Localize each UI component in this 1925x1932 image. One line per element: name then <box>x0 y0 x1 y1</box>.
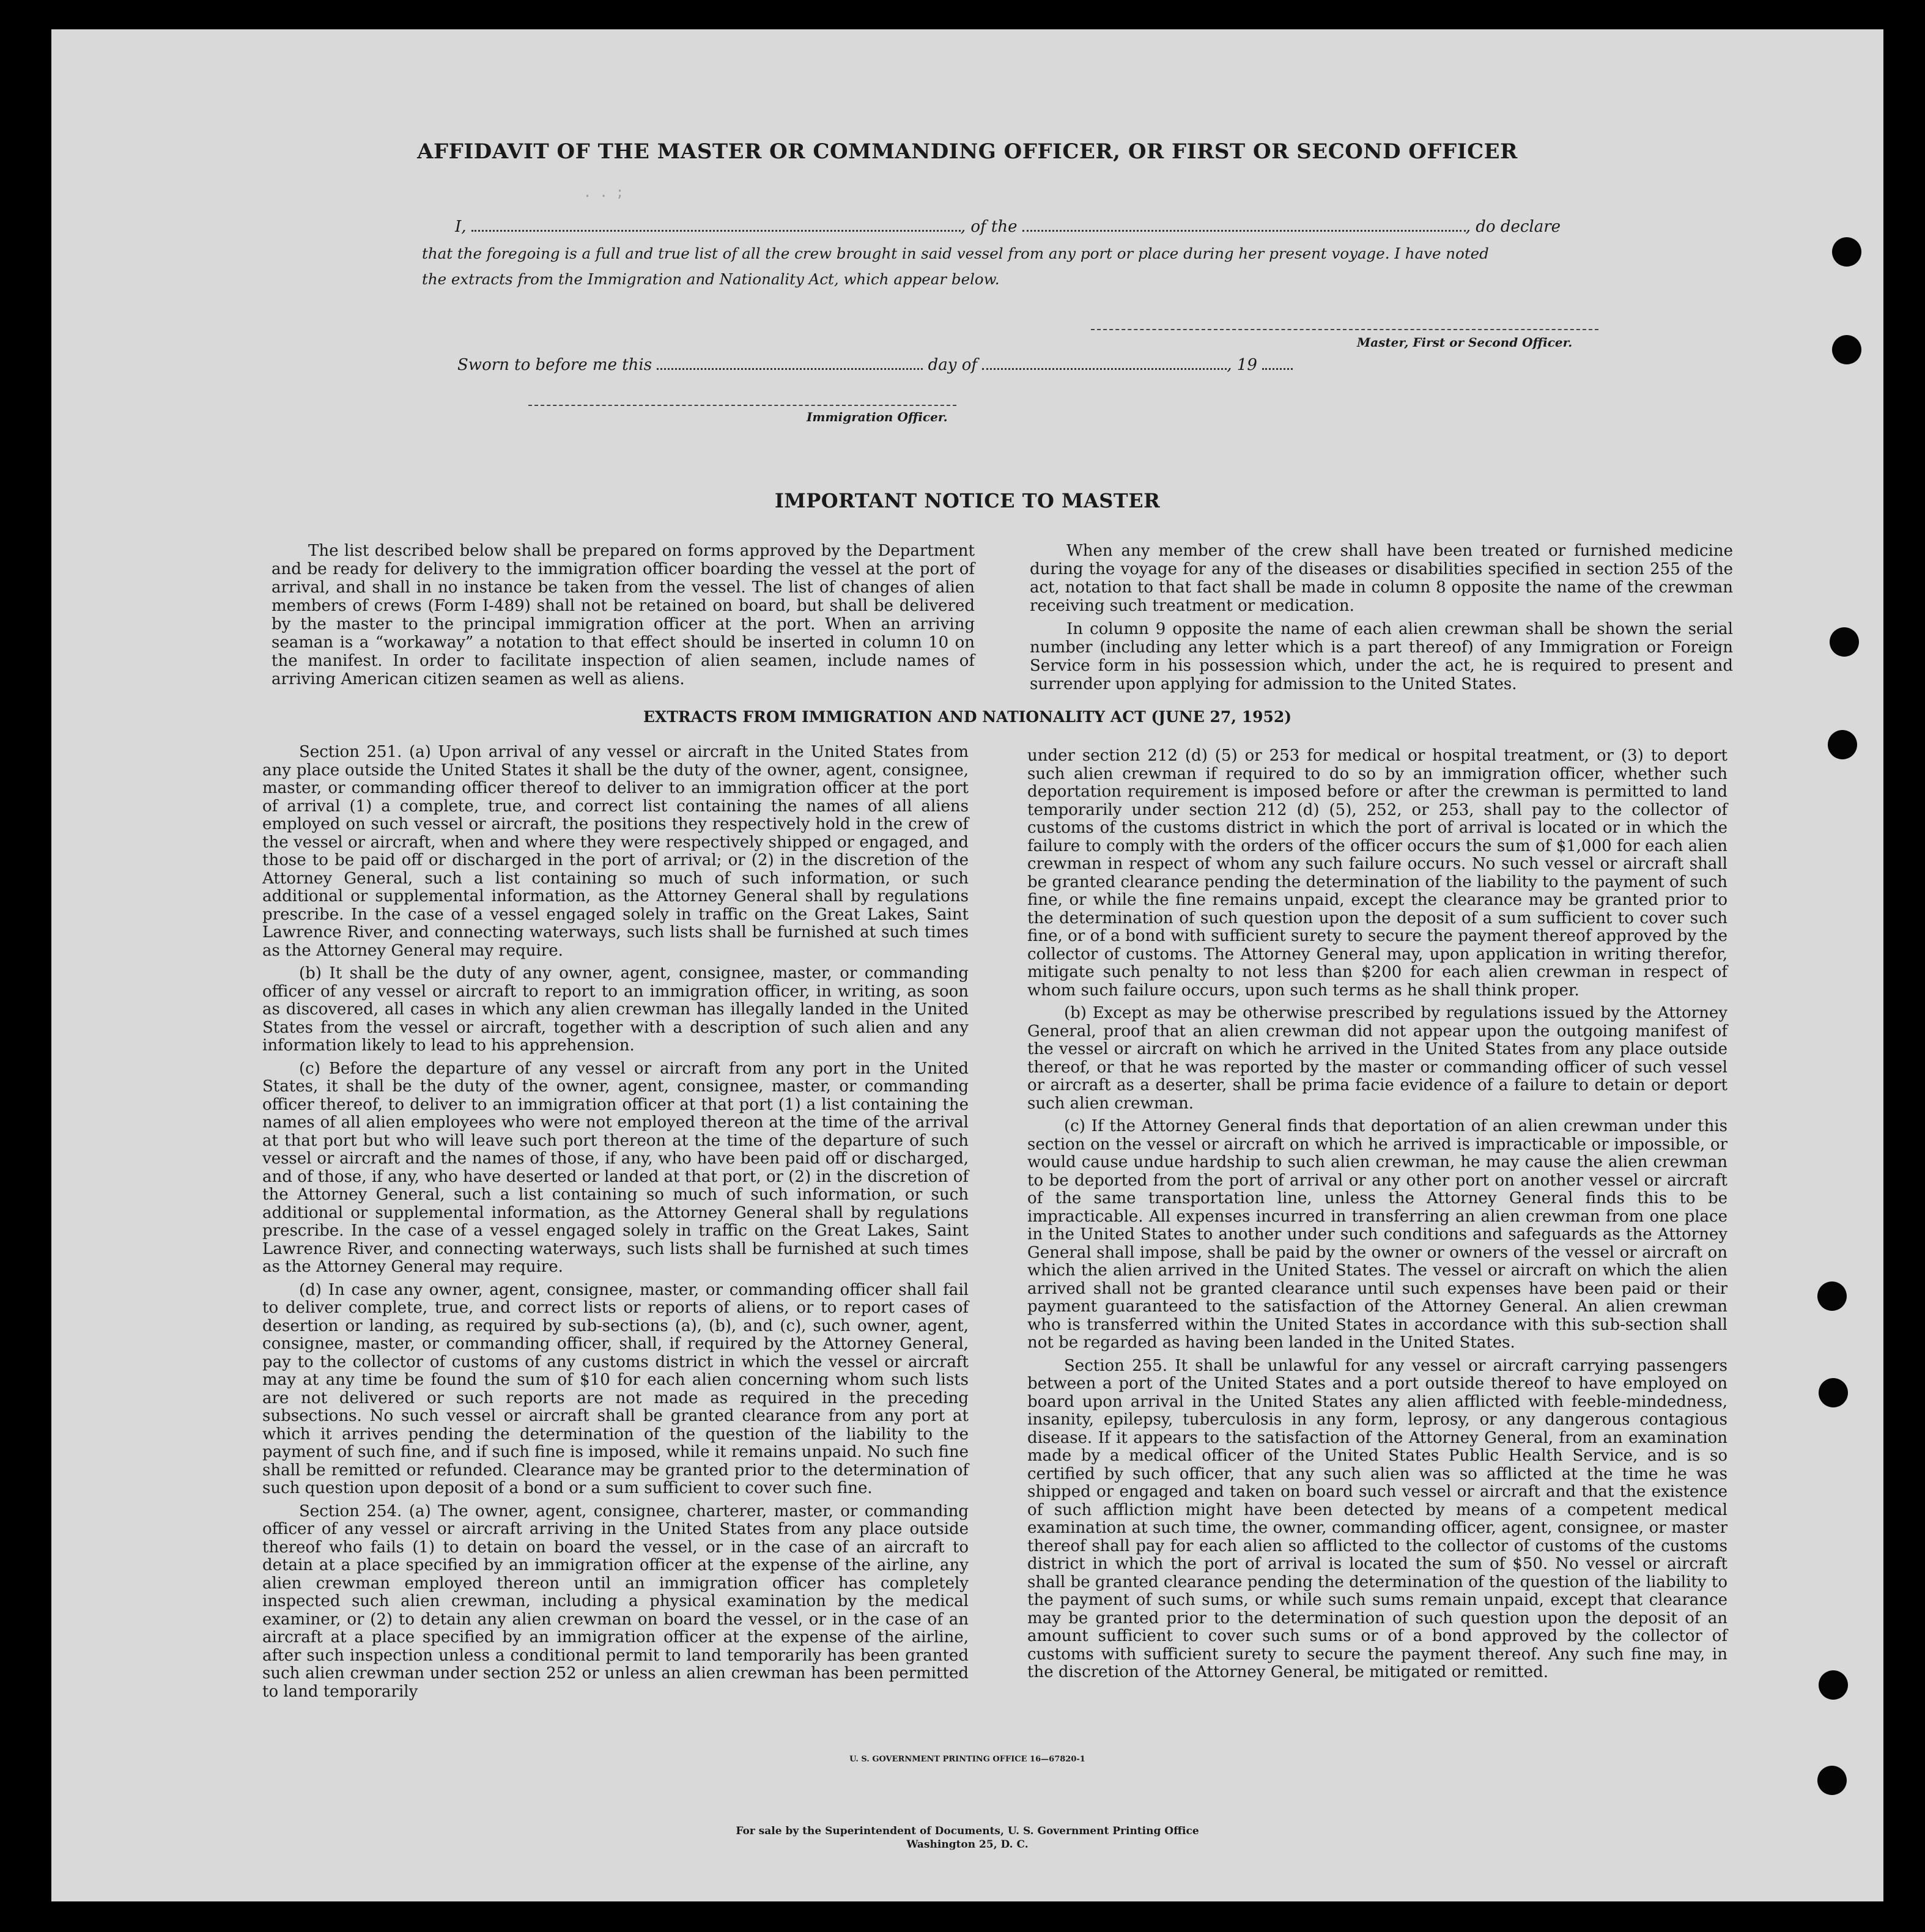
footer-line-1: For sale by the Superintendent of Documents, U. S. Government Printing Office <box>736 1825 1199 1837</box>
punch-hole <box>1819 1670 1848 1700</box>
document-page <box>51 29 1883 1901</box>
decl-of-the-label: , of the <box>960 218 1018 236</box>
sworn-line <box>457 356 1293 374</box>
notice-left-column <box>272 542 975 693</box>
sworn-year-label: , 19 <box>1227 356 1257 374</box>
statement-line-1: that the foregoing is a full and true list of all the crew brought in said vessel from any port or place during her present voyage. I have noted <box>422 245 1489 262</box>
decl-i-label: I, <box>455 218 467 236</box>
extract-paragraph: (c) If the Attorney General finds that deportation of an alien crewman under this section on the vessel or aircraft on which he arrived is impracticable or impossible, or would cause undue hardship to such alien crewman, he may cause the alien crewman to be deported from the port of arrival or any other port on another vessel or aircraft of the same transportation line, unless the Attorney General finds this to be impracticable. All expenses incurred in transferring an alien crewman from one place in the United States to another under such conditions and safeguards as the Attorney General shall impose, shall be paid by the owner or owners of the vessel or aircraft on which the alien arrived in the United States. The vessel or aircraft on which the alien arrived shall not be granted clearance until such expenses have been paid or their payment guaranteed to the satisfaction of the Attorney General. An alien crewman who is transferred within the United States in accordance with this sub-section shall not be regarded as having been landed in the United States. <box>1027 1117 1727 1352</box>
decl-do-declare-label: , do declare <box>1465 218 1561 236</box>
extracts-title: EXTRACTS FROM IMMIGRATION AND NATIONALITY ACT (JUNE 27, 1952) <box>643 708 1292 726</box>
declaration-line <box>455 218 1561 236</box>
bleed-through-text: . . ; <box>583 185 624 201</box>
vessel-field[interactable] <box>1022 218 1466 232</box>
footer-line-2: Washington 25, D. C. <box>906 1838 1029 1851</box>
punch-hole <box>1817 1766 1847 1795</box>
name-field[interactable] <box>471 218 961 232</box>
printer-imprint: U. S. GOVERNMENT PRINTING OFFICE 16—67820-1 <box>849 1755 1085 1764</box>
extract-paragraph: (d) In case any owner, agent, consignee, master, or commanding officer shall fail to deliver complete, true, and correct lists or reports of aliens, or to report cases of desertion or landing, as required by sub-sections (a), (b), and (c), such owner, agent, consignee, master, or commanding officer, shall, if required by the Attorney General, pay to the collector of customs of any customs district in which the vessel or aircraft may at any time be found the sum of $10 for each alien concerning whom such lists are not delivered or such reports are not made as required in the preceding subsections. No such vessel or aircraft shall be granted clearance from any port at which it arrives pending the determination of the question of the liability to the payment of such fine, and if such fine is imposed, while it remains unpaid. No such fine shall be remitted or refunded. Clearance may be granted prior to the determination of such question upon deposit of a bond or a sum sufficient to cover such fine. <box>262 1280 969 1497</box>
extract-paragraph: Section 254. (a) The owner, agent, consignee, charterer, master, or commanding officer of any vessel or aircraft arriving in the United States from any place outside thereof who fails (1) to detain on board the vessel, or in the case of an aircraft to detain at a place specified by an immigration officer at the expense of the airline, any alien crewman employed thereon until an immigration officer has completely inspected such alien crewman, including a physical examination by the medical examiner, or (2) to detain any alien crewman on board the vessel, or in the case of an aircraft at a place specified by an immigration officer at the expense of the airline, after such inspection unless a conditional permit to land temporarily has been granted such alien crewman under section 252 or unless an alien crewman has been permitted to land temporarily <box>262 1502 969 1701</box>
punch-hole <box>1817 1281 1847 1311</box>
notice-paragraph: The list described below shall be prepared on forms approved by the Department and be ready for delivery to the immigration officer boarding the vessel at the port of arrival, and shall in no instance be taken from the vessel. The list of changes of alien members of crews (Form I-489) shall not be retained on board, but shall be delivered by the master to the principal immigration officer at the port. When an arriving seaman is a “workaway” a notation to that effect should be inserted in column 10 on the manifest. In order to facilitate inspection of alien seamen, include names of arriving American citizen seamen as well as aliens. <box>272 542 975 688</box>
notice-right-column <box>1030 542 1733 698</box>
punch-hole <box>1828 730 1857 759</box>
master-caption: Master, First or Second Officer. <box>1357 335 1573 350</box>
sworn-day-of: day of <box>928 356 977 374</box>
extract-paragraph: (b) It shall be the duty of any owner, agent, consignee, master, or commanding officer of any vessel or aircraft to report to an immigration officer, in writing, as soon as discovered, all cases in which any alien crewman has illegally landed in the United States from the vessel or aircraft, together with a description of such alien and any information likely to lead to his apprehension. <box>262 964 969 1055</box>
sworn-day-field[interactable] <box>657 356 923 370</box>
extracts-right-column <box>1027 747 1727 1687</box>
immigration-officer-signature-line[interactable] <box>528 405 956 406</box>
sworn-prefix: Sworn to before me this <box>457 356 652 374</box>
notice-paragraph: When any member of the crew shall have been treated or furnished medicine during the voyage for any of the diseases or disabilities specified in section 255 of the act, notation to that fact shall be made in column 8 opposite the name of the crewman receiving such treatment or medication. <box>1030 542 1733 615</box>
punch-hole <box>1819 1378 1848 1407</box>
statement-line-2: the extracts from the Immigration and Nationality Act, which appear below. <box>422 270 1000 288</box>
extract-paragraph: Section 255. It shall be unlawful for any vessel or aircraft carrying passengers between a port of the United States and a port outside thereof to have employed on board upon arrival in the United States any alien afflicted with feeble-mindedness, insanity, epilepsy, tuberculosis in any form, leprosy, or any dangerous contagious disease. If it appears to the satisfaction of the Attorney General, from an examination made by a medical officer of the United States Public Health Service, and is so certified by such officer, that any such alien was so afflicted at the time he was shipped or engaged and taken on board such vessel or aircraft and that the existence of such affliction might have been detected by means of a competent medical examination at such time, the owner, commanding officer, agent, consignee, or master thereof shall pay for each alien so afflicted to the collector of customs of the customs district in which the port of arrival is located the sum of $50. No vessel or aircraft shall be granted clearance pending the determination of the question of the liability to the payment of such sums, or while such sums remain unpaid, except that clearance may be granted prior to the determination of such question upon the deposit of an amount sufficient to cover such sums or of a bond approved by the collector of customs with sufficient surety to secure the payment thereof. Any such fine may, in the discretion of the Attorney General, be mitigated or remitted. <box>1027 1356 1727 1681</box>
extract-paragraph: (c) Before the departure of any vessel or aircraft from any port in the United States, it shall be the duty of the owner, agent, consignee, master, or commanding officer thereof, to deliver to an immigration officer at that port (1) a list containing the names of all alien employees who were not employed thereon at the time of the arrival at that port but who will leave such port thereon at the time of the departure of such vessel or aircraft and the names of those, if any, who have been paid off or discharged, and of those, if any, who have deserted or landed at that port, or (2) in the discretion of the Attorney General, such a list containing so much of such information, or such additional or supplemental information, as the Attorney General shall by regulations prescribe. In the case of a vessel engaged solely in traffic on the Great Lakes, Saint Lawrence River, and connecting waterways, such lists shall be furnished at such times as the Attorney General may require. <box>262 1059 969 1276</box>
sworn-year-field[interactable] <box>1262 356 1293 370</box>
notice-title: IMPORTANT NOTICE TO MASTER <box>774 489 1161 512</box>
extract-paragraph: (b) Except as may be otherwise prescribed by regulations issued by the Attorney General, proof that an alien crewman did not appear upon the outgoing manifest of the vessel or aircraft on which he arrived in the United States from any place outside thereof, or that he was reported by the master or commanding officer of such vessel or aircraft as a deserter, shall be prima facie evidence of a failure to detain or deport such alien crewman. <box>1027 1004 1727 1113</box>
immigration-officer-caption: Immigration Officer. <box>807 410 948 424</box>
extract-paragraph: Section 251. (a) Upon arrival of any vessel or aircraft in the United States from any place outside the United States it shall be the duty of the owner, agent, consignee, master, or commanding officer thereof to deliver to an immigration officer at the port of arrival (1) a complete, true, and correct list containing the names of all aliens employed on such vessel or aircraft, the positions they respectively hold in the crew of the vessel or aircraft, when and where they were respectively shipped or engaged, and those to be paid off or discharged in the port of arrival; or (2) in the discretion of the Attorney General, such a list containing so much of such information, or such additional or supplemental information, as the Attorney General shall by regulations prescribe. In the case of a vessel engaged solely in traffic on the Great Lakes, Saint Lawrence River, and connecting waterways, such lists shall be furnished at such times as the Attorney General may require. <box>262 743 969 960</box>
punch-hole <box>1832 335 1861 364</box>
extracts-left-column <box>262 743 969 1706</box>
master-signature-line[interactable] <box>1091 329 1598 330</box>
punch-hole <box>1830 627 1859 657</box>
extract-paragraph: under section 212 (d) (5) or 253 for medical or hospital treatment, or (3) to deport such alien crewman if required to do so by an immigration officer, whether such deportation requirement is imposed before or after the crewman is permitted to land temporarily under section 212 (d) (5), 252, or 253, shall pay to the collector of customs of the customs district in which the port of arrival is located or in which the failure to comply with the orders of the officer occurs the sum of $1,000 for each alien crewman in respect of whom any such failure occurs. No such vessel or aircraft shall be granted clearance pending the determination of the liability to the payment of such fine, or while the fine remains unpaid, except the clearance may be granted prior to the determination of such question upon the deposit of a sum sufficient to cover such fine, or of a bond with sufficient surety to secure the payment thereof approved by the collector of customs. The Attorney General may, upon application in writing therefor, mitigate such penalty to not less than $200 for each alien crewman in respect of whom such failure occurs, upon such terms as he shall think proper. <box>1027 747 1727 1000</box>
notice-paragraph: In column 9 opposite the name of each alien crewman shall be shown the serial number (including any letter which is a part thereof) of any Immigration or Foreign Service form in his possession which, under the act, he is required to present and surrender upon applying for admission to the United States. <box>1030 620 1733 693</box>
punch-hole <box>1832 237 1861 267</box>
sworn-month-field[interactable] <box>982 356 1227 370</box>
affidavit-title: AFFIDAVIT OF THE MASTER OR COMMANDING OFFICER, OR FIRST OR SECOND OFFICER <box>417 139 1518 164</box>
